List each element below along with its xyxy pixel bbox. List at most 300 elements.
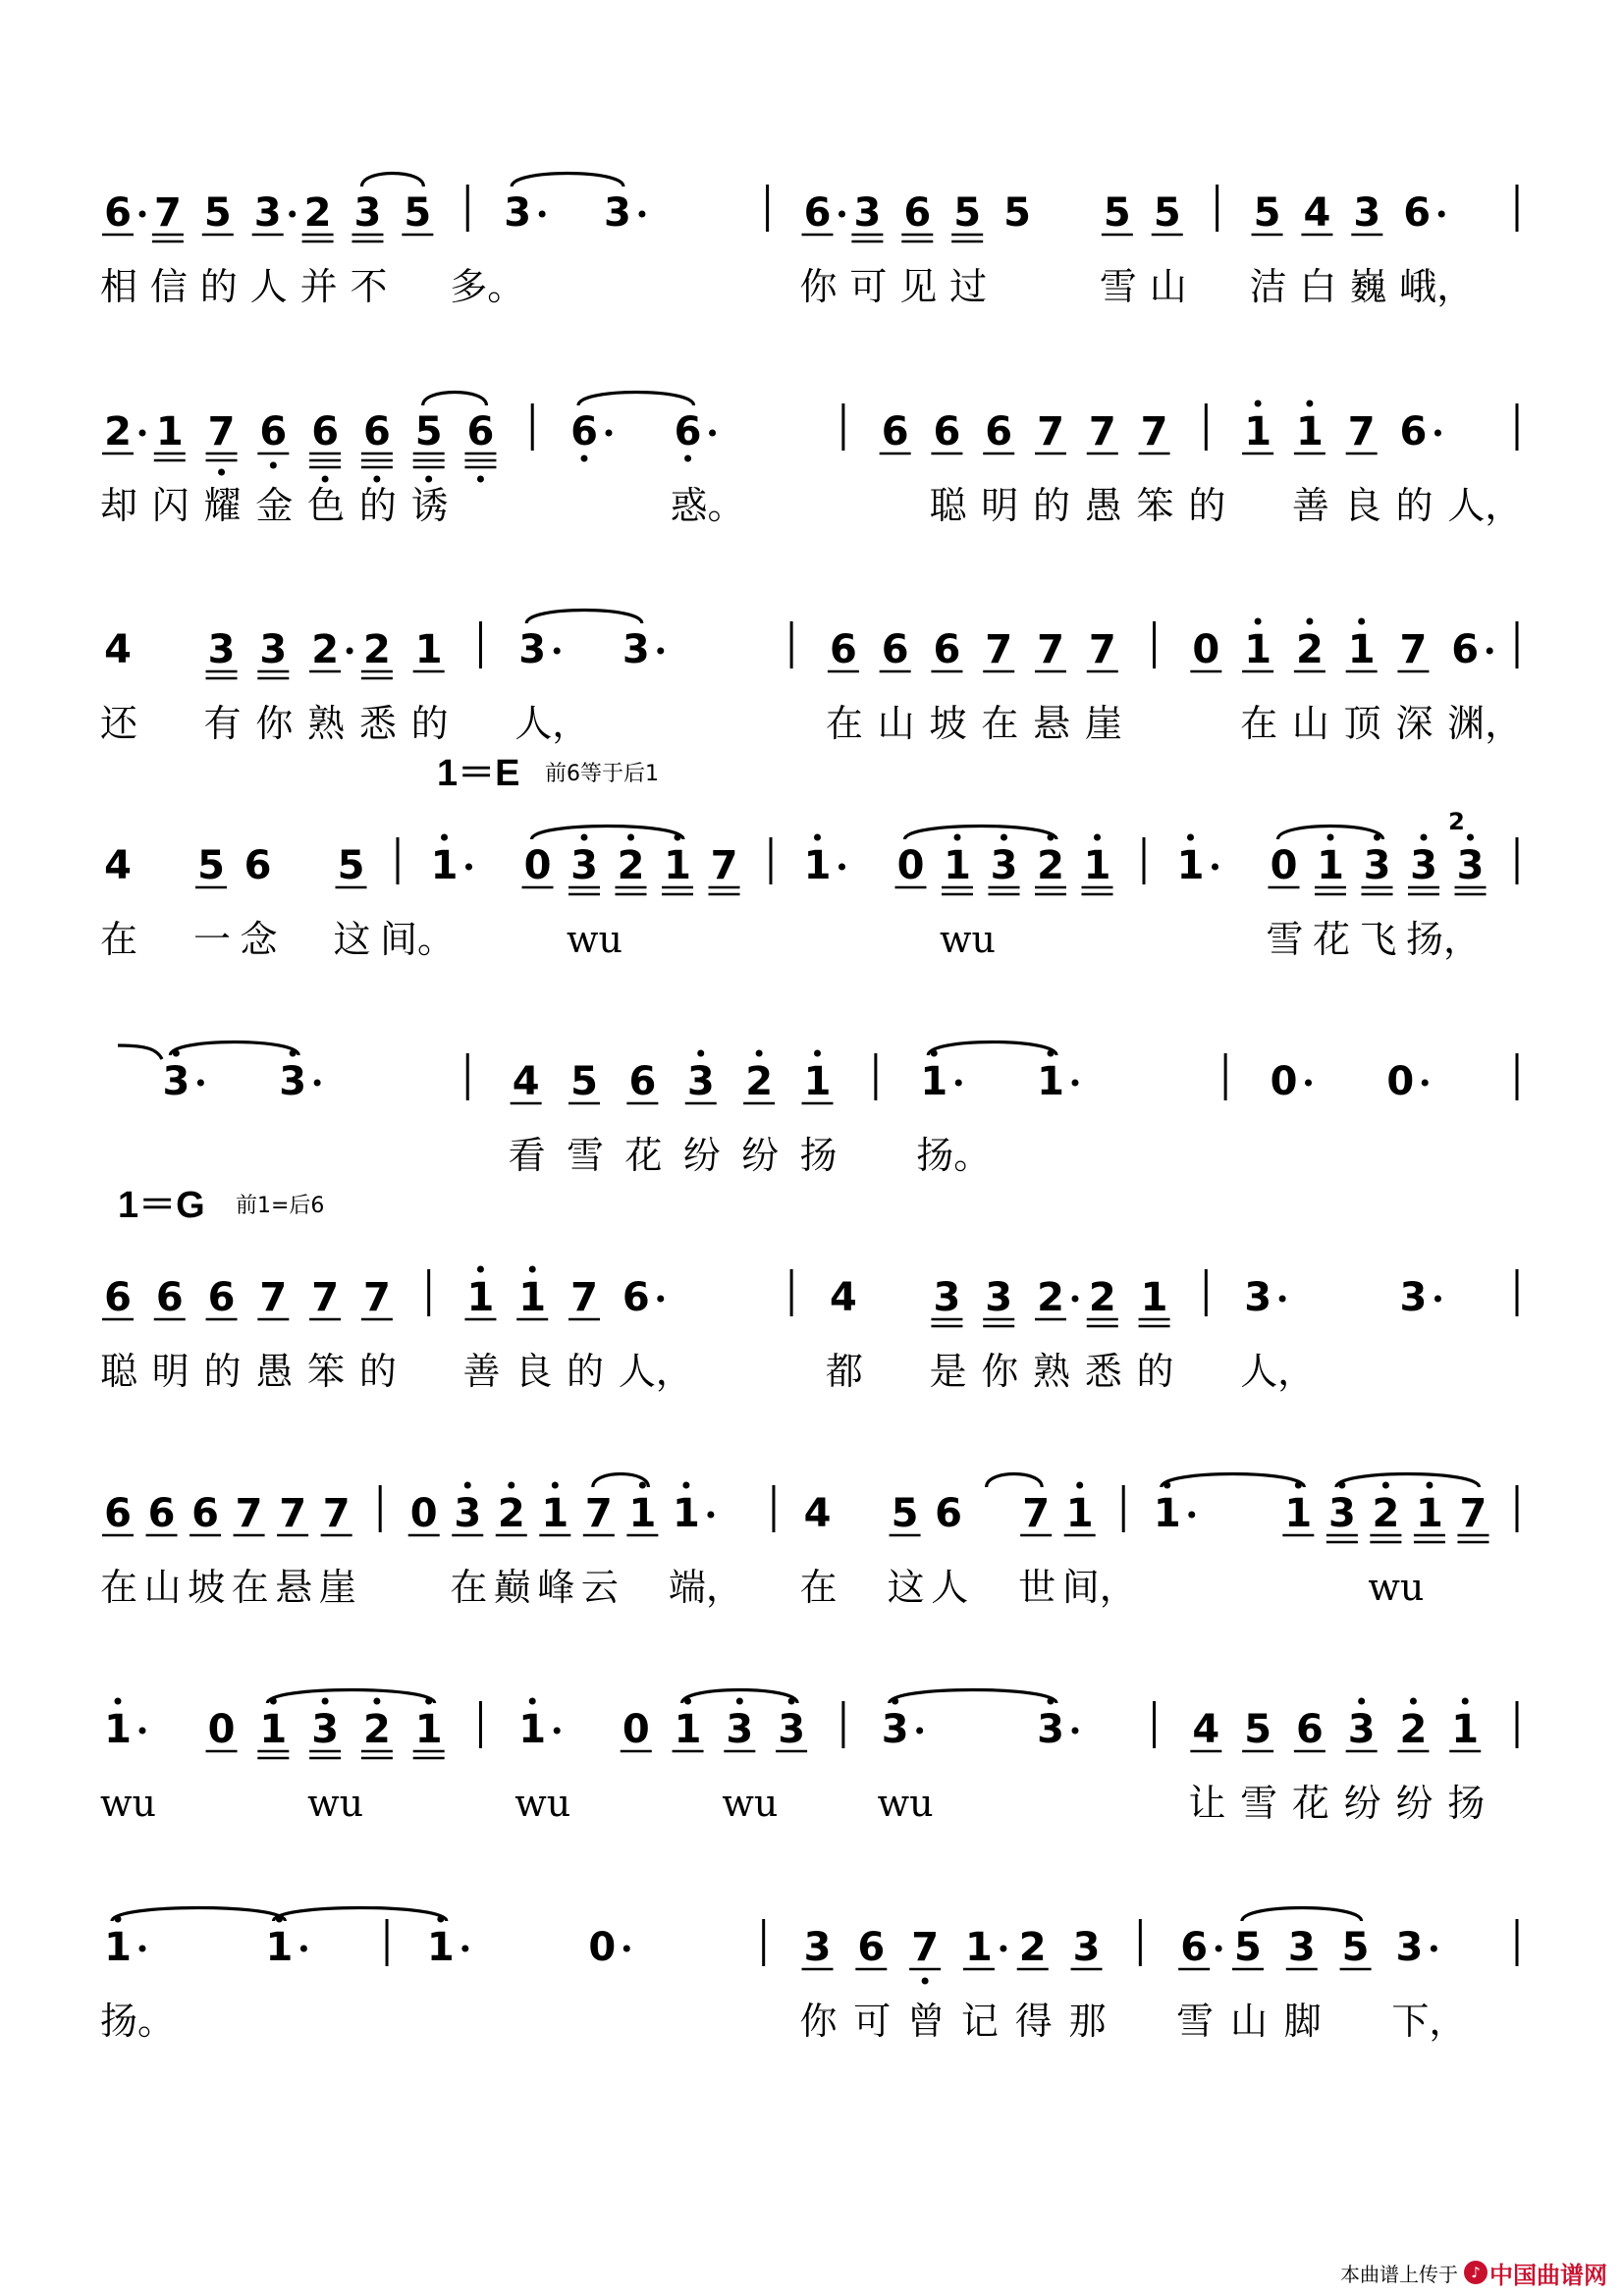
lyric: 那 xyxy=(1068,2000,1107,2043)
note: 1 xyxy=(426,1925,455,1970)
note: 5 xyxy=(337,843,365,888)
note: 7 xyxy=(1459,1491,1488,1536)
lyric: 可 xyxy=(853,2000,892,2043)
lyric: 扬。 xyxy=(916,1134,992,1177)
note: 3 xyxy=(853,190,882,236)
note: 7 xyxy=(1399,627,1428,672)
lyric: 崖 xyxy=(1084,702,1122,745)
note: 2 xyxy=(303,190,332,236)
augmentation-dot xyxy=(839,211,845,218)
lyric: 山 xyxy=(1149,265,1187,308)
lyric: 惑。 xyxy=(670,484,745,527)
slur xyxy=(361,174,423,187)
lyric: 你 xyxy=(799,2000,838,2043)
lyric: 的 xyxy=(410,702,449,745)
note: 3 xyxy=(253,190,282,236)
augmentation-dot xyxy=(657,1296,664,1303)
augmentation-dot xyxy=(139,1946,146,1952)
lyric: 巅 xyxy=(493,1566,531,1609)
note: 3 xyxy=(726,1707,754,1752)
note: 1 xyxy=(803,843,832,888)
octave-high-dot xyxy=(682,1482,689,1489)
lyric: 这 xyxy=(333,918,371,961)
note: 2 xyxy=(1372,1491,1400,1536)
note: 7 xyxy=(1037,627,1064,672)
augmentation-dot xyxy=(839,864,845,871)
note: 7 xyxy=(584,1491,613,1536)
note: 4 xyxy=(1192,1707,1220,1752)
octave-low-dot xyxy=(922,1978,929,1985)
lyric: 悉 xyxy=(358,702,397,745)
note: 1 xyxy=(1140,1275,1168,1320)
octave-high-dot xyxy=(627,834,634,841)
augmentation-dot xyxy=(1279,1296,1286,1303)
note: 2 xyxy=(745,1059,774,1104)
lyric: 扬， xyxy=(1406,918,1482,961)
note: 1 xyxy=(104,1925,132,1970)
note: 6 xyxy=(622,1275,650,1320)
site-footer xyxy=(1340,2255,1607,2290)
octave-high-dot xyxy=(1382,1482,1389,1489)
slur xyxy=(928,1042,1056,1056)
note: 1 xyxy=(1295,409,1324,454)
octave-high-dot xyxy=(1094,834,1101,841)
note: 0 xyxy=(1270,843,1298,888)
note: 1 xyxy=(1083,843,1111,888)
note: 6 xyxy=(803,190,832,236)
lyric: 在 xyxy=(450,1566,488,1609)
note: 7 xyxy=(207,409,236,454)
octave-high-dot xyxy=(1358,1698,1365,1705)
lyric: 熟 xyxy=(1033,1350,1071,1393)
note: 4 xyxy=(512,1059,540,1104)
note: 5 xyxy=(953,190,982,236)
lyric: 在 xyxy=(981,702,1019,745)
note: 6 xyxy=(985,409,1013,454)
footer-upload-text: 本曲谱上传于 xyxy=(1340,2262,1458,2286)
augmentation-dot xyxy=(657,648,664,655)
lyric: 纷 xyxy=(682,1134,721,1177)
lyric: 人， xyxy=(514,702,590,745)
octave-low-dot xyxy=(373,476,380,483)
augmentation-dot xyxy=(554,648,561,655)
lyric: 坡 xyxy=(929,702,967,745)
lyric: 聪 xyxy=(929,484,967,527)
lyric: 雪 xyxy=(1176,2000,1215,2043)
octave-high-dot xyxy=(508,1482,514,1489)
augmentation-dot xyxy=(461,1946,468,1952)
note: 6 xyxy=(881,627,909,672)
note: 1 xyxy=(1317,843,1344,888)
augmentation-dot xyxy=(289,211,296,218)
lyric: 并 xyxy=(299,265,338,308)
note: 7 xyxy=(1088,627,1116,672)
note: 2 xyxy=(104,409,132,454)
augmentation-dot xyxy=(1000,1946,1006,1952)
note: 3 xyxy=(1363,843,1391,888)
note: 3 xyxy=(1347,1707,1376,1752)
note: 3 xyxy=(504,190,532,236)
note: 3 xyxy=(881,1707,909,1752)
lyric: 的 xyxy=(1188,484,1226,527)
lyric: wu xyxy=(567,918,622,961)
augmentation-dot xyxy=(139,211,146,218)
note: 3 xyxy=(570,843,598,888)
note: 6 xyxy=(1403,190,1432,236)
lyric: 笨 xyxy=(307,1350,346,1393)
note: 3 xyxy=(990,843,1018,888)
augmentation-dot xyxy=(1188,1512,1195,1519)
lyric: 雪 xyxy=(567,1134,605,1177)
note: 6 xyxy=(1295,1707,1324,1752)
note: 0 xyxy=(1386,1059,1415,1104)
slur xyxy=(1162,1474,1305,1488)
note: 6 xyxy=(259,409,288,454)
note: 1 xyxy=(1416,1491,1443,1536)
note: 1 xyxy=(1347,627,1376,672)
octave-high-dot xyxy=(736,1698,743,1705)
slur xyxy=(905,827,1057,840)
slur xyxy=(267,1690,434,1704)
lyric: 扬。 xyxy=(100,2000,176,2043)
note: 1 xyxy=(664,843,691,888)
augmentation-dot xyxy=(955,1080,962,1087)
note: 1 xyxy=(259,1707,288,1752)
octave-high-dot xyxy=(1076,1482,1083,1489)
note: 6 xyxy=(570,409,598,454)
note: 2 xyxy=(1399,1707,1428,1752)
note: 0 xyxy=(409,1491,438,1536)
note: 3 xyxy=(933,1275,961,1320)
note: 7 xyxy=(1037,409,1064,454)
note: 6 xyxy=(147,1491,176,1536)
note: 1 xyxy=(674,1707,702,1752)
note: 7 xyxy=(710,843,738,888)
note: 1 xyxy=(803,1059,832,1104)
lyric: 你 xyxy=(981,1350,1019,1393)
octave-high-dot xyxy=(115,1698,122,1705)
slur xyxy=(423,393,487,406)
lyric: 都 xyxy=(825,1350,863,1393)
lyric: 山 xyxy=(143,1566,182,1609)
note: 2 xyxy=(1295,627,1324,672)
note: 5 xyxy=(891,1491,919,1536)
augmentation-dot xyxy=(314,1080,321,1087)
note: 6 xyxy=(933,409,961,454)
lyric: 善 xyxy=(1291,484,1329,527)
lyric: 顶 xyxy=(1343,702,1381,745)
note: 1 xyxy=(944,843,971,888)
note: 7 xyxy=(1022,1491,1051,1536)
lyric: 在 xyxy=(100,1566,138,1609)
lyric: 人 xyxy=(249,265,288,308)
note: 5 xyxy=(197,843,225,888)
note: 0 xyxy=(622,1707,650,1752)
note: 2 xyxy=(1037,1275,1064,1320)
lyric: 山 xyxy=(1229,2000,1268,2043)
note: 5 xyxy=(203,190,232,236)
lyric: 峨， xyxy=(1399,265,1475,308)
note: 7 xyxy=(1140,409,1168,454)
augmentation-dot xyxy=(539,211,546,218)
octave-low-dot xyxy=(322,476,329,483)
lyric: 这 xyxy=(887,1566,925,1609)
note: 1 xyxy=(430,843,459,888)
note: 0 xyxy=(896,843,925,888)
note: 7 xyxy=(362,1275,391,1320)
grace-note: 2 xyxy=(1448,808,1465,835)
lyric: 愚 xyxy=(255,1350,294,1393)
note: 1 xyxy=(1244,409,1272,454)
lyric: 良 xyxy=(1343,484,1381,527)
lyric: wu xyxy=(877,1782,934,1825)
note: 1 xyxy=(265,1925,294,1970)
note: 6 xyxy=(466,409,495,454)
lyric: 间， xyxy=(1061,1566,1137,1609)
note: 4 xyxy=(803,1491,832,1536)
augmentation-dot xyxy=(139,430,146,437)
note: 7 xyxy=(311,1275,340,1320)
slur xyxy=(532,827,684,840)
augmentation-dot xyxy=(139,1728,146,1735)
note: 3 xyxy=(353,190,382,236)
note: 3 xyxy=(1353,190,1381,236)
lyric: 在 xyxy=(799,1566,838,1609)
octave-high-dot xyxy=(529,1698,536,1705)
note: 1 xyxy=(1244,627,1272,672)
augmentation-dot xyxy=(1431,1946,1437,1952)
note: 3 xyxy=(778,1707,806,1752)
note: 3 xyxy=(1072,1925,1101,1970)
note: 1 xyxy=(1065,1491,1094,1536)
lyric: 明 xyxy=(981,484,1019,527)
slur xyxy=(578,393,694,406)
octave-low-dot xyxy=(270,462,277,469)
lyric: 色 xyxy=(307,484,346,527)
octave-high-dot xyxy=(373,1698,380,1705)
note: 3 xyxy=(162,1059,190,1104)
lyric: wu xyxy=(307,1782,364,1825)
lyric: 明 xyxy=(151,1350,189,1393)
lyric: 悉 xyxy=(1084,1350,1122,1393)
lyric: 白 xyxy=(1299,265,1337,308)
lyric: 人 xyxy=(931,1566,969,1609)
lyric: 花 xyxy=(1313,918,1351,961)
lyric: 多。 xyxy=(450,265,525,308)
note: 1 xyxy=(518,1707,547,1752)
note: 1 xyxy=(1176,843,1205,888)
lyric: 坡 xyxy=(188,1566,226,1609)
note: 3 xyxy=(259,627,288,672)
augmentation-dot xyxy=(1072,1296,1079,1303)
lyric: wu xyxy=(100,1782,156,1825)
lyric: 的 xyxy=(358,1350,397,1393)
note: 1 xyxy=(965,1925,993,1970)
note: 1 xyxy=(1037,1059,1064,1104)
lyric: 深 xyxy=(1395,702,1434,745)
augmentation-dot xyxy=(1438,211,1445,218)
note: 2 xyxy=(362,1707,391,1752)
octave-high-dot xyxy=(954,834,961,841)
note: 6 xyxy=(104,190,132,236)
octave-high-dot xyxy=(1462,1698,1469,1705)
lyric: 看 xyxy=(508,1134,546,1177)
octave-high-dot xyxy=(1467,834,1474,841)
note: 2 xyxy=(1088,1275,1116,1320)
lyric: wu xyxy=(1368,1566,1425,1609)
augmentation-dot xyxy=(1212,864,1218,871)
slur xyxy=(273,1908,446,1922)
lyric: 相 xyxy=(100,265,138,308)
lyric: 一 xyxy=(193,918,232,961)
augmentation-dot xyxy=(1072,1728,1079,1735)
augmentation-dot xyxy=(1434,430,1441,437)
note: 1 xyxy=(920,1059,948,1104)
note: 7 xyxy=(1088,409,1116,454)
augmentation-dot xyxy=(709,430,716,437)
lyric: 洁 xyxy=(1249,265,1287,308)
lyric: 峰 xyxy=(537,1566,575,1609)
lyric: 扬 xyxy=(1447,1782,1486,1825)
lyric: 可 xyxy=(849,265,888,308)
note: 5 xyxy=(1153,190,1181,236)
lyric: 在 xyxy=(231,1566,269,1609)
lyric: 端， xyxy=(668,1566,743,1609)
note: 1 xyxy=(541,1491,569,1536)
note: 6 xyxy=(935,1491,963,1536)
lyric: 见 xyxy=(899,265,938,308)
augmentation-dot xyxy=(916,1728,923,1735)
lyric: 的 xyxy=(1136,1350,1174,1393)
lyric: 笨 xyxy=(1136,484,1174,527)
lyric: 让 xyxy=(1188,1782,1226,1825)
augmentation-dot xyxy=(707,1512,714,1519)
octave-high-dot xyxy=(1306,618,1313,625)
note: 6 xyxy=(207,1275,236,1320)
octave-high-dot xyxy=(529,1266,536,1273)
note: 4 xyxy=(829,1275,857,1320)
octave-high-dot xyxy=(1255,618,1262,625)
note: 3 xyxy=(311,1707,340,1752)
lyric: 崖 xyxy=(318,1566,356,1609)
slur xyxy=(512,174,623,187)
lyric: 山 xyxy=(1291,702,1329,745)
octave-low-dot xyxy=(425,476,432,483)
key-signature: 1＝E xyxy=(437,753,520,794)
note: 2 xyxy=(362,627,391,672)
note: 4 xyxy=(104,627,132,672)
lyric: 悬 xyxy=(275,1566,313,1609)
slur xyxy=(1242,1908,1362,1922)
note: 4 xyxy=(1303,190,1331,236)
note: 3 xyxy=(1287,1925,1316,1970)
note: 1 xyxy=(628,1491,657,1536)
lyric: 人， xyxy=(1240,1350,1316,1393)
lyric: 良 xyxy=(514,1350,553,1393)
note: 7 xyxy=(322,1491,351,1536)
lyric: 的 xyxy=(358,484,397,527)
lyric: 飞 xyxy=(1359,918,1397,961)
note: 1 xyxy=(466,1275,495,1320)
note: 3 xyxy=(1399,1275,1428,1320)
augmentation-dot xyxy=(1422,1080,1429,1087)
augmentation-dot xyxy=(1072,1080,1079,1087)
octave-low-dot xyxy=(684,455,691,462)
lyric: 在 xyxy=(100,918,138,961)
key-signature: 1＝G xyxy=(118,1185,205,1226)
logo-icon: ♪ xyxy=(1464,2261,1488,2284)
octave-high-dot xyxy=(1358,618,1365,625)
octave-high-dot xyxy=(552,1482,559,1489)
lyric: 的 xyxy=(1033,484,1071,527)
note: 6 xyxy=(155,1275,184,1320)
lyric: 人， xyxy=(618,1350,693,1393)
lyric: 花 xyxy=(1291,1782,1329,1825)
augmentation-dot xyxy=(1434,1296,1441,1303)
note: 1 xyxy=(414,1707,443,1752)
note: 6 xyxy=(362,409,391,454)
site-logo-text: 中国曲谱网 xyxy=(1489,2261,1607,2289)
octave-high-dot xyxy=(1421,834,1428,841)
note: 7 xyxy=(279,1491,307,1536)
note: 1 xyxy=(1451,1707,1480,1752)
note: 3 xyxy=(1395,1925,1424,1970)
note: 7 xyxy=(153,190,182,236)
lyric: 的 xyxy=(203,1350,242,1393)
note: 3 xyxy=(279,1059,307,1104)
lyric: 熟 xyxy=(307,702,346,745)
note: 1 xyxy=(414,627,443,672)
augmentation-dot xyxy=(638,211,645,218)
lyric: 雪 xyxy=(1099,265,1137,308)
slur xyxy=(890,1690,1056,1704)
octave-high-dot xyxy=(814,1050,821,1057)
slur xyxy=(170,1042,298,1056)
lyric: 你 xyxy=(799,265,838,308)
note: 7 xyxy=(985,627,1013,672)
note: 6 xyxy=(628,1059,657,1104)
lyric: 不 xyxy=(350,265,388,308)
lyric: 的 xyxy=(199,265,238,308)
lyric: 巍 xyxy=(1349,265,1387,308)
note: 5 xyxy=(1253,190,1281,236)
note: 7 xyxy=(911,1925,940,1970)
lyric: 花 xyxy=(624,1134,663,1177)
lyric: 却 xyxy=(100,484,138,527)
octave-high-dot xyxy=(322,1698,329,1705)
note: 5 xyxy=(1341,1925,1370,1970)
octave-high-dot xyxy=(814,834,821,841)
note: 6 xyxy=(1399,409,1428,454)
augmentation-dot xyxy=(300,1946,307,1952)
lyric: 善 xyxy=(462,1350,501,1393)
lyric: 的 xyxy=(1395,484,1434,527)
note: 3 xyxy=(1410,843,1437,888)
note: 1 xyxy=(1153,1491,1181,1536)
lyric: 纷 xyxy=(1395,1782,1434,1825)
augmentation-dot xyxy=(554,1728,561,1735)
note: 7 xyxy=(570,1275,598,1320)
note: 2 xyxy=(617,843,645,888)
note: 4 xyxy=(104,843,132,888)
octave-high-dot xyxy=(464,1482,471,1489)
lyric: 人， xyxy=(1447,484,1523,527)
note: 5 xyxy=(404,190,432,236)
note: 3 xyxy=(1244,1275,1272,1320)
note: 7 xyxy=(235,1491,263,1536)
note: 6 xyxy=(243,843,272,888)
site-logo[interactable] xyxy=(1464,2256,1607,2290)
